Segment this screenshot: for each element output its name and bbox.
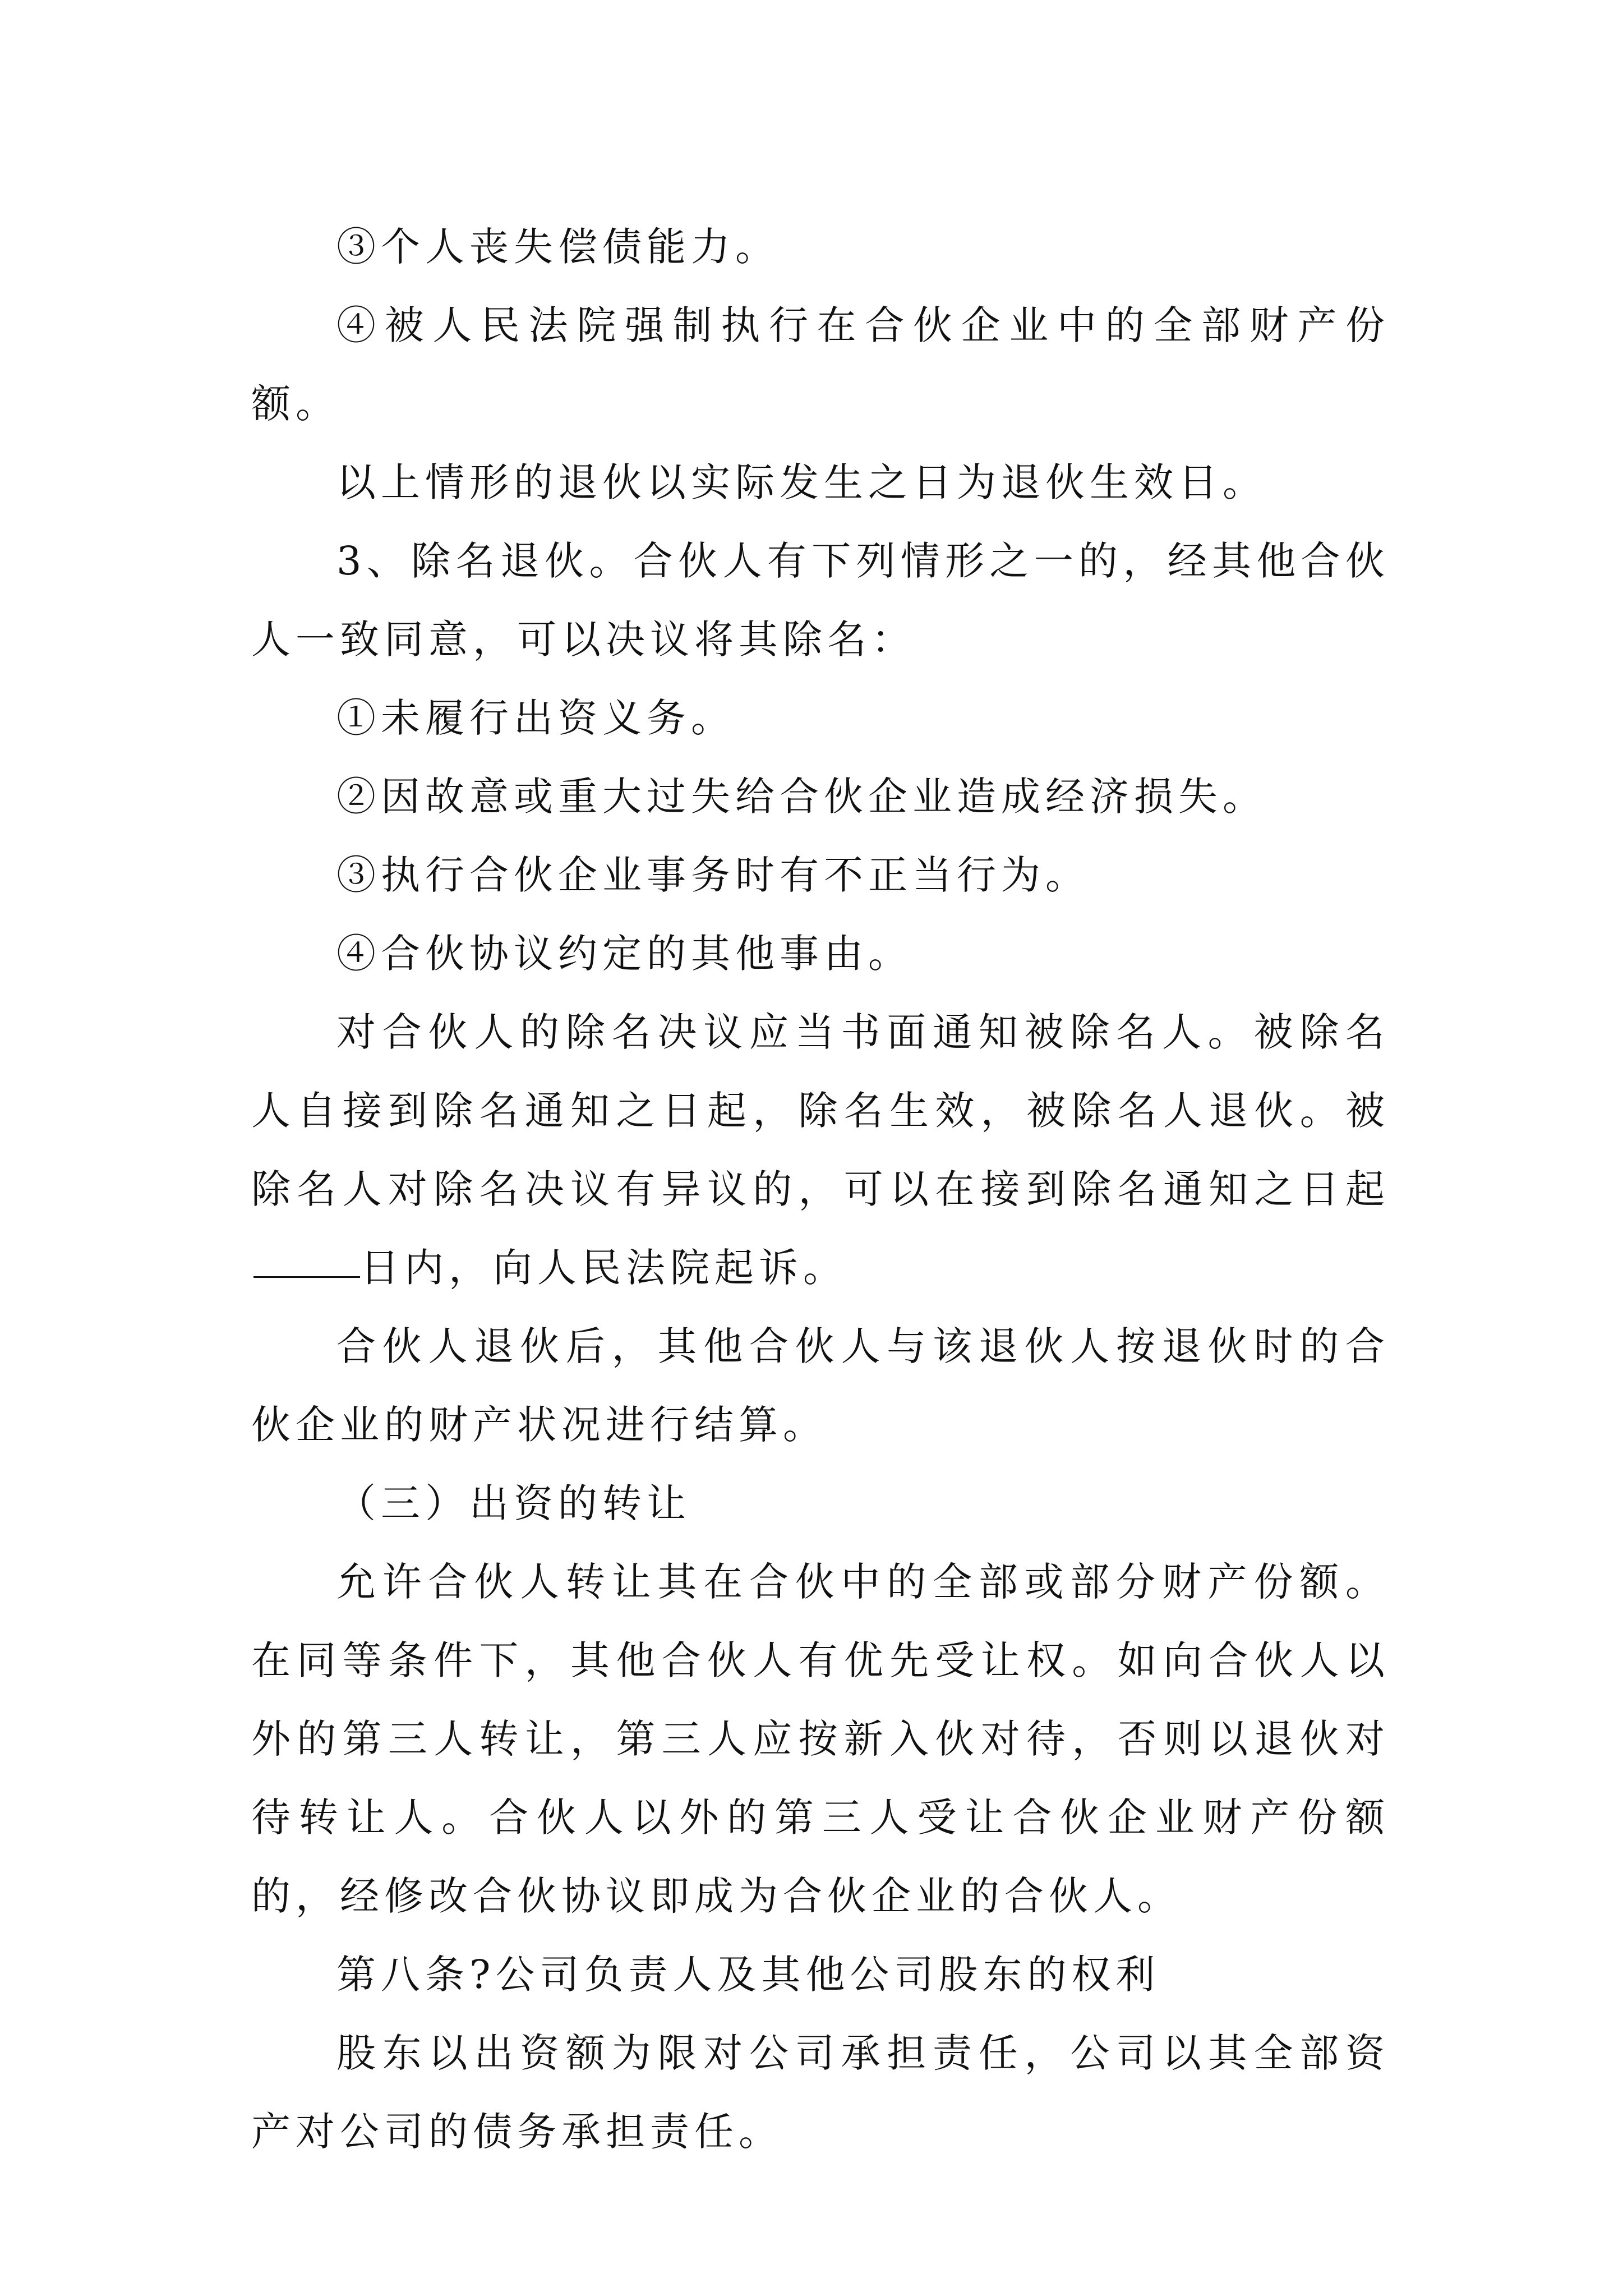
transfer-paragraph: 允许合伙人转让其在合伙中的全部或部分财产份额。在同等条件下，其他合伙人有优先受让权。如向合伙人以外的第三人转让，第三人应按新入伙对待，否则以退伙对待转让人。合伙人以外的第三人受让合伙企业财产份额的，经修改合伙协议即成为合伙企业的合伙人。 [251,1559,1390,1919]
expulsion-reason-1: ①未履行出资义务。 [336,695,735,741]
expulsion-notice-tail: 日内，向人民法院起诉。 [360,1245,847,1291]
document-body [251,208,1390,2171]
days-blank-line [253,1237,360,1278]
expulsion-notice-paragraph [251,993,1390,1307]
expulsion-reason-3: ③执行合伙企业事务时有不正当行为。 [336,852,1090,898]
article-heading: 第八条?公司负责人及其他公司股东的权利 [336,1952,1160,1998]
expulsion-reason-4: ④合伙协议约定的其他事由。 [336,931,912,977]
section-heading: （三）出资的转让 [336,1480,691,1526]
expulsion-reason-2: ②因故意或重大过失给合伙企业造成经济损失。 [336,774,1267,820]
clause-loss-of-solvency: ③个人丧失偿债能力。 [336,224,780,270]
expulsion-notice-text: 对合伙人的除名决议应当书面通知被除名人。被除名人自接到除名通知之日起，除名生效，被除名人退伙。被除名人对除名决议有异议的，可以在接到除名通知之日起 [251,1009,1390,1212]
expulsion-clause: 3、除名退伙。合伙人有下列情形之一的，经其他合伙人一致同意，可以决议将其除名： [251,538,1390,662]
withdrawal-effective-date: 以上情形的退伙以实际发生之日为退伙生效日。 [336,459,1267,505]
liability-paragraph: 股东以出资额为限对公司承担责任，公司以其全部资产对公司的债务承担责任。 [251,2030,1390,2155]
settlement-paragraph: 合伙人退伙后，其他合伙人与该退伙人按退伙时的合伙企业的财产状况进行结算。 [251,1323,1390,1448]
clause-court-enforcement: ④被人民法院强制执行在合伙企业中的全部财产份额。 [251,302,1390,427]
